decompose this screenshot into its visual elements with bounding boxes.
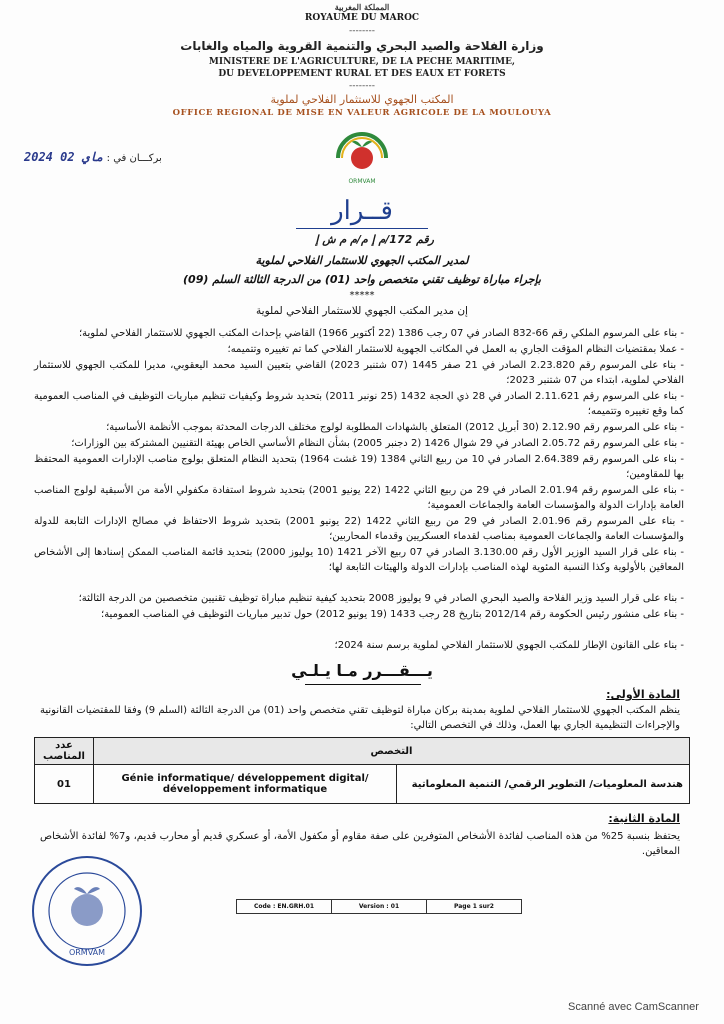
visa-item: - بناء على المرسوم رقم 2.01.94 الصادر في 29 من ربيع الثاني 1422 (22 يونيو 2001) بتحديد شروط استفادة مكفولي الأمة من الأسبقية لولوج المناصب العامة بإدارات الدولة والمؤسسات العامة والجماعات العمومية؛ xyxy=(34,485,684,511)
document-footer xyxy=(236,899,522,914)
office-fr: OFFICE REGIONAL DE MISE EN VALEUR AGRICOLE DE LA MOULOUYA xyxy=(172,108,552,118)
date-stamp: 2024 ماي 02 xyxy=(24,150,104,164)
svg-text:ORMVAM: ORMVAM xyxy=(348,178,376,185)
table-header-row xyxy=(35,738,690,765)
decides-underline xyxy=(305,684,421,685)
visa-item: - بناء على قرار السيد وزير الفلاحة والصيد البحري الصادر في 9 يوليوز 2008 بتحديد كيفية تنظيم مباراة توظيف تقنيين متخصصين من الدرجة الثالثة؛ xyxy=(78,593,684,604)
visa-item: - بناء على المرسوم رقم 2.11.621 الصادر في 28 ذي الحجة 1432 (25 نونبر 2011) بتحديد شروط وكيفيات تنظيم مباريات التوظيف في المناصب العمومية كما وقع تغييره وتتميمه؛ xyxy=(34,391,685,417)
header-specialty: التخصص xyxy=(94,738,690,765)
visa-item: - بناء على القانون الإطار للمكتب الجهوي للاستثمار الفلاحي لملوية برسم سنة 2024؛ xyxy=(334,640,684,651)
footer-version: Version : 01 xyxy=(331,900,426,913)
ministry-fr-line2: DU DEVELOPPEMENT RURAL ET DES EAUX ET FORETS xyxy=(218,69,506,79)
ministry-fr-line1: MINISTERE DE L'AGRICULTURE, DE LA PECHE MARITIME, xyxy=(208,57,516,67)
office-seal-icon xyxy=(28,852,146,970)
visa-item: - بناء على المرسوم رقم 2.64.389 الصادر في 10 من ربيع الثاني 1384 (19 غشت 1964) بتحديد النظام المتعلق بولوج مناصب الإدارات العمومية المحتفظ بها للمقاومين؛ xyxy=(34,454,684,480)
visa-item: - بناء على المرسوم رقم 2.23.820 الصادر في 21 صفر 1445 (07 شتنبر 2023) القاضي بتعيين السيد محمد اليعقوبي، مديرا للمكتب الجهوي للاستثمار الفلاحي لملوية، ابتداء من 07 شتنبر 2023؛ xyxy=(34,360,684,386)
footer-page: Page 1 sur2 xyxy=(426,900,521,913)
camscanner-watermark: Scanné avec CamScanner xyxy=(568,1001,699,1013)
header-dashes: -------- xyxy=(349,26,375,36)
visa-item: - بناء على المرسوم رقم 2.01.96 الصادر في 29 من ربيع الثاني 1422 (22 يونيو 2001) بتحديد شروط الاحتفاظ في مصالح الإدارات التابعة للدولة والمؤسسات العامة والجماعات العمومية بمناصب لقدماء العسكريين وقدماء المحاربين؛ xyxy=(34,516,684,542)
kingdom-label: ROYAUME DU MAROC xyxy=(304,13,420,23)
article-2-text: يحتفظ بنسبة 25% من هذه المناصب لفائدة الأشخاص المتوفرين على صفة مقاوم أو مكفول الأمة، أو عسكري قديم أو محارب قديم، و7% لفائدة الأشخاص المعاقين. xyxy=(40,831,680,857)
specialty-table xyxy=(34,737,690,804)
visa-item: - بناء على منشور رئيس الحكومة رقم 2012/14 بتاريخ 28 رجب 1433 (19 يونيو 2012) حول تدبير مباريات التوظيف في المناصب العمومية؛ xyxy=(101,609,684,620)
decision-subject-2: بإجراء مباراة توظيف تقني متخصص واحد (01) من الدرجة الثالثة السلم (09) xyxy=(183,273,541,286)
footer-code: Code : EN.GRH.01 xyxy=(253,903,315,910)
visa-item: - بناء على المرسوم رقم 2.05.72 الصادر في 29 شوال 1426 (2 دجنبر 2005) بشأن النظام الأساسي الخاص بهيئة التقنيين المشتركة بين الوزارات؛ xyxy=(71,438,684,449)
visa-item: - عملا بمقتضيات النظام المؤقت الجاري به العمل في المكاتب الجهوية للاستثمار الفلاحي كما تم تغييره وتتميمه؛ xyxy=(227,344,684,355)
director-line: إن مدير المكتب الجهوي للاستثمار الفلاحي لملوية xyxy=(256,305,468,317)
office-ar: المكتب الجهوي للاستثمار الفلاحي لملوية xyxy=(270,93,454,106)
visa-item: - بناء على قرار السيد الوزير الأول رقم 3.130.00 الصادر في 07 ربيع الآخر 1421 (10 يوليوز 2000) بتحديد قائمة المناصب الممكن إسنادها إلى الأشخاص المعاقين بالأولوية وكذا النسبة المئوية لهذه المناصب بإدارات الدولة والهيئات التابعة لها؛ xyxy=(34,547,684,573)
decision-number: رقم 172/م إ م/م م ش إ xyxy=(315,233,434,246)
header-count: عدد المناصب xyxy=(35,738,94,765)
title-underline xyxy=(296,228,428,229)
stars-divider: ***** xyxy=(349,290,375,301)
date-label: بركـــان في : xyxy=(106,153,162,164)
date-line xyxy=(24,150,162,164)
header-dashes-2: -------- xyxy=(349,81,375,91)
article-1-text: ينظم المكتب الجهوي للاستثمار الفلاحي لملوية بمدينة بركان مباراة لتوظيف تقني متخصص واحد (01) من الدرجة الثالثة (السلم 9) وفقا للمقتضيات القانونية والإجراءات التنظيمية الجاري بها العمل، وذلك في التخصص التالي: xyxy=(40,705,680,731)
decision-title: قــرار xyxy=(331,196,393,226)
visa-item: - بناء على المرسوم رقم 2.12.90 (30 أبريل 2012) المتعلق بالشهادات المطلوبة لولوج مختلف الدرجات المحدثة بموجب الأنظمة الأساسية؛ xyxy=(106,422,684,433)
cell-count: 01 xyxy=(35,765,94,804)
article-1-heading: المادة الأولى: xyxy=(606,688,680,701)
ministry-ar: وزارة الفلاحة والصيد البحري والتنمية القروية والمياه والغابات xyxy=(180,39,544,53)
decision-subject-1: لمدير المكتب الجهوي للاستثمار الفلاحي لملوية xyxy=(255,254,469,267)
header-top-line: المملكة المغربية xyxy=(334,2,390,12)
table-row xyxy=(35,765,690,804)
ormvam-logo-icon xyxy=(330,128,394,186)
decides-heading: يـــقـــرر مـا يـلـي xyxy=(291,661,433,680)
article-2-heading: المادة الثانية: xyxy=(608,812,680,825)
visa-item: - بناء على المرسوم الملكي رقم 66-832 الصادر في 07 رجب 1386 (22 أكتوبر 1966) القاضي بإحداث المكتب الجهوي للاستثمار الفلاحي لملوية؛ xyxy=(78,328,684,339)
cell-specialty-fr: Génie informatique/ développement digital/ développement informatique xyxy=(94,765,397,804)
seal-text: ORMVAM xyxy=(68,948,106,957)
cell-specialty-ar: هندسة المعلوميات/ التطوير الرقمي/ التنمية المعلوماتية xyxy=(397,765,690,804)
